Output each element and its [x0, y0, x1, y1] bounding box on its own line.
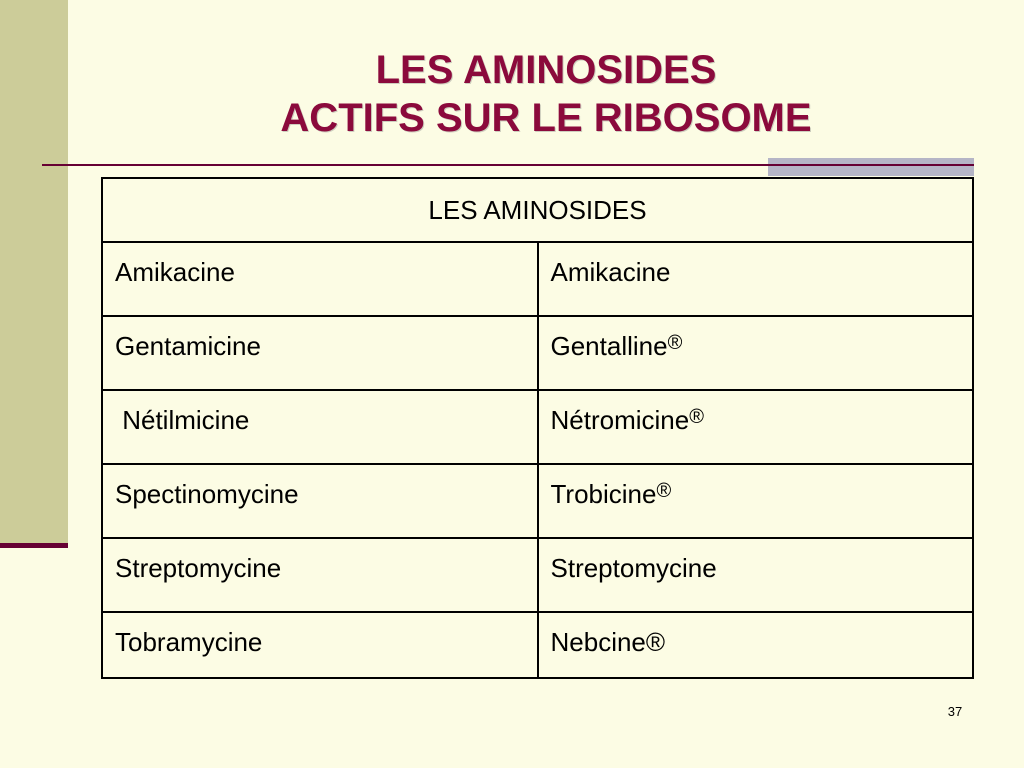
table-row [102, 390, 973, 464]
table-cell-brand [538, 390, 974, 464]
slide-title [68, 46, 1024, 142]
table-cell-brand [538, 464, 974, 538]
brand-name: Trobicine [550, 479, 657, 509]
aminosides-table [101, 177, 974, 679]
table-cell-brand [538, 242, 974, 316]
table-cell-brand [538, 316, 974, 390]
table-header-cell: LES AMINOSIDES [102, 178, 973, 242]
table-cell-brand [538, 538, 974, 612]
brand-name: Gentalline [550, 331, 668, 361]
brand-name: Nebcine® [550, 627, 666, 657]
table-cell-dci: Spectinomycine [102, 464, 538, 538]
registered-mark: ® [667, 332, 683, 354]
registered-mark: ® [656, 480, 672, 502]
table-cell-brand [538, 612, 974, 678]
slide-title-line-2: ACTIFS SUR LE RIBOSOME [280, 96, 812, 140]
aminosides-table-container [101, 177, 974, 679]
registered-mark: ® [689, 406, 704, 428]
table-cell-dci: Amikacine [102, 242, 538, 316]
table-row [102, 612, 973, 678]
title-divider-line [42, 164, 974, 166]
table-row [102, 316, 973, 390]
table-row [102, 538, 973, 612]
brand-name: Streptomycine [550, 553, 717, 583]
table-cell-dci: Tobramycine [102, 612, 538, 678]
brand-name: Nétromicine [550, 405, 690, 435]
title-grey-bar [768, 158, 974, 176]
left-decorative-band [0, 0, 68, 546]
table-cell-dci: Nétilmicine [102, 390, 538, 464]
page-number: 37 [947, 704, 963, 719]
table-row [102, 242, 973, 316]
table-header-row [102, 178, 973, 242]
table-row [102, 464, 973, 538]
left-accent-line [0, 543, 68, 548]
brand-name: Amikacine [550, 257, 671, 287]
table-cell-dci: Gentamicine [102, 316, 538, 390]
slide-title-line-1: LES AMINOSIDES [375, 48, 717, 92]
table-cell-dci: Streptomycine [102, 538, 538, 612]
